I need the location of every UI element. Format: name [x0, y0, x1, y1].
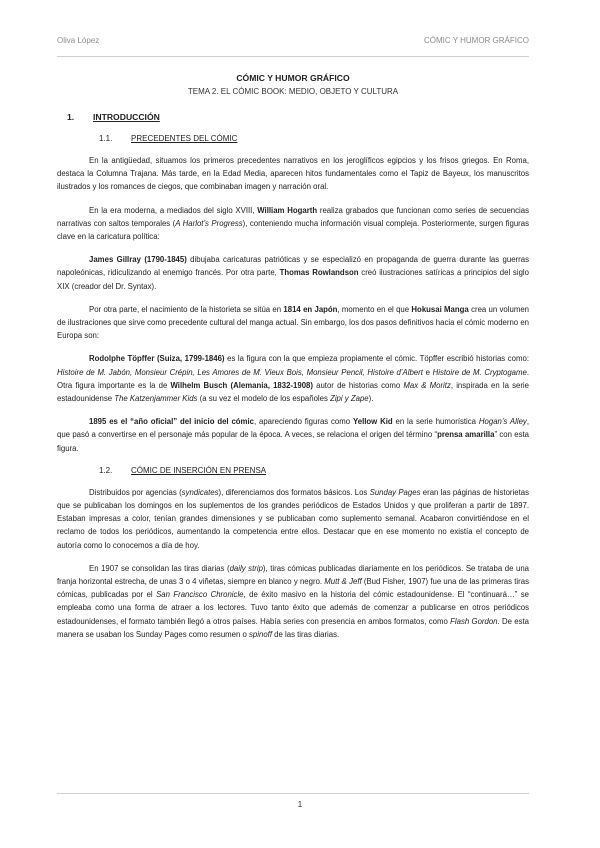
paragraph-sunday-pages: Distribuidos por agencias (syndicates), diferenciamos dos formatos básicos. Los Sunday Pages eran las páginas de historietas que se publicaban los domingos en los suplementos de los grandes periódicos de Estados Unidos y que proliferan a partir de 1897. Estaban impresas a color, tenían grandes dimensiones y se publicaban como suplemento semanal. Acabaron convirtiéndose en el reclamo de todos los periódicos, aumentando la competencia entre ellos. Destacar que en ese momento no existía el concepto de autoría como lo conocemos a día de hoy. [57, 487, 529, 550]
document-subtitle: TEMA 2. EL CÓMIC BOOK: MEDIO, OBJETO Y CULTURA [187, 87, 399, 96]
subsection-heading-precedentes [57, 133, 529, 144]
section-heading-introduccion [57, 111, 529, 123]
header-course: CÓMIC Y HUMOR GRÁFICO [423, 36, 529, 45]
subsection-title: CÓMIC DE INSERCIÓN EN PRENSA [131, 465, 267, 475]
paragraph-antiguedad: En la antigüedad, situamos los primeros precedentes narrativos en los jeroglíficos egipcios y los frisos griegos. En Roma, destaca la Columna Trajana. Más tarde, en la Edad Media, aparecen hitos fundamentales como el Tapiz de Bayeux, los manuscritos ilustrados y los romances de ciegos, que combinaban imagen y narración oral. [57, 156, 529, 192]
subsection-heading-prensa [57, 465, 529, 476]
paragraph-topffer: Rodolphe Töpffer (Suiza, 1799-1846) es la figura con la que empieza propiamente el cómic. Töpffer escribió historias como: Histoire de M. Jabón, Monsieur Crépin, Les Amores de M. Vieux Bois, Monsieur Pencil, Histoire d’Albert e Histoire de M. Cryptogame. Otra figura importante es la de Wilhelm Busch (Alemania, 1832-1908) autor de historias como Max & Moritz, inspirada en la serie estadounidense The Katzenjammer Kids (a su vez el modelo de los españoles Zipi y Zape). [57, 354, 530, 404]
paragraph-era-moderna: En la era moderna, a mediados del siglo XVIII, William Hogarth realiza grabados que funcionan como series de secuencias narrativas con saltos temporales (A Harlot’s Progress), conteniendo mucha información visual compleja. Posteriormente, surgen figuras clave en la caricatura política: [57, 205, 529, 242]
footer-divider [57, 793, 529, 794]
section-title: INTRODUCCIÓN [93, 112, 160, 122]
document-title: CÓMIC Y HUMOR GRÁFICO [236, 73, 350, 83]
paragraph-1895: 1895 es el “año oficial” del inicio del cómic, apareciendo figuras como Yellow Kid en la serie humorística Hogan’s Alley, que pasó a convertirse en el personaje más popular de la época. A veces, se relaciona el origen del término “prensa amarilla” con esta figura. [57, 417, 529, 453]
header-author: Oliva López [57, 36, 100, 45]
document-body [57, 72, 529, 641]
paragraph-gillray: James Gillray (1790-1845) dibujaba caricaturas patrióticas y se especializó en propaganda de guerra durante las guerras napoleónicas, ridiculizando al enemigo francés. Por otra parte, Thomas Rowlandson creó ilustraciones satíricas a principios del siglo XIX (creador del Dr. Syntax). [57, 255, 529, 291]
subsection-number: 1.1. [99, 134, 113, 143]
page-number: 1 [297, 800, 303, 809]
paragraph-daily-strip: En 1907 se consolidan las tiras diarias (daily strip), tiras cómicas publicadas diariamente en los periódicos. Se trataba de una franja horizontal estrecha, de unas 3 o 4 viñetas, siempre en blanco y negro. Mutt & Jeff (Bud Fisher, 1907) fue una de las primeras tiras cómicas, publicadas por el San Francisco Chronicle, de éxito masivo en la historia del cómic estadounidense. El “continuará…” se empleaba como una forma de atraer a los lectores. Tuvo tanto éxito que además de comenzar a publicarse en otros periódicos estadounidenses, el formato también llegó a otros países. Había series con presencia en ambos formatos, como Flash Gordon. De esta manera se usaban los Sunday Pages como resumen o spinoff de las tiras diarias. [57, 563, 530, 639]
subsection-title: PRECEDENTES DEL CÓMIC [131, 134, 238, 143]
page-header [57, 36, 529, 50]
subsection-number: 1.2. [99, 465, 113, 475]
paragraph-japon: Por otra parte, el nacimiento de la historieta se sitúa en 1814 en Japón, momento en el que Hokusai Manga crea un volumen de ilustraciones que sirve como precedente cultural del manga actual. Sin embargo, los dos pasos definitivos hacia el cómic moderno en Europa son: [57, 304, 529, 341]
section-number: 1. [67, 112, 75, 122]
header-divider [57, 56, 529, 57]
